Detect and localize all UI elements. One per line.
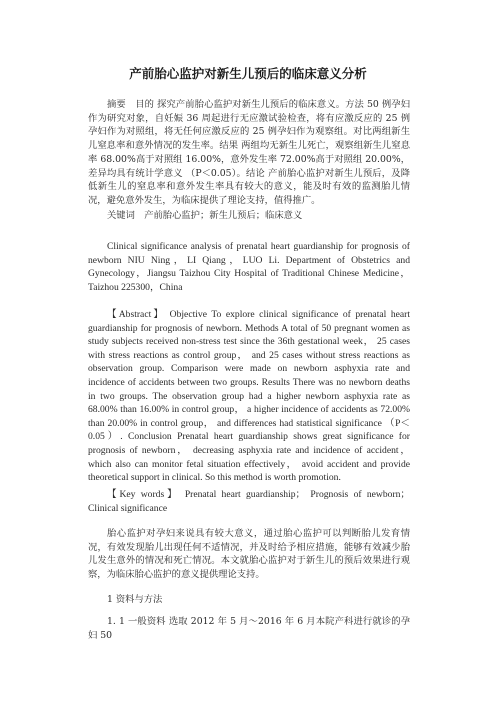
english-abstract: 【Abstract】 Objective To explore clinical significance of prenatal heart guardianship for prognosis of newborn. Methods A total of 50 pregnant women as study subjects received non-stress test since the 36th gestational week， 25 cases with stress reactions as control group， and 25 cases without stress reactions as observation group. Comparison were made on newborn asphyxia rate and incidence of accidents between two groups. Results There was no newborn deaths in two groups. The observation group had a higher newborn asphyxia rate as 68.00% than 16.00% in control group， a higher incidence of accidents as 72.00% than 20.00% in control group， and differences had statistical significance （P＜0.05）. Conclusion Prenatal heart guardianship shows great significance for prognosis of newborn， decreasing asphyxia rate and incidence of accident， which also can monitor fetal situation effectively， avoid accident and provide theoretical support in clinical. So this method is worth promotion. — [88, 309, 410, 484]
chinese-abstract: 摘要 目的 探究产前胎心监护对新生儿预后的临床意义。方法 50 例孕妇作为研究对象，自妊娠 36 周起进行无应激试验检查，将有应激反应的 25 例孕妇作为对照组，将无任何应激反应的 25 例孕妇作为观察组。对比两组新生儿窒息率和意外情况的发生率。结果 两组均无新生儿死亡，观察组新生儿窒息率 68.00%高于对照组 16.00%，意外发生率 72.00%高于对照组 20.00%，差异均具有统计学意义 （P＜0.05）。结论 产前胎心监护对新生儿预后，及降低新生儿的窒息率和意外发生率具有较大的意义，能及时有效的监测胎儿情况，避免意外发生，为临床提供了理论支持，值得推广。 — [88, 99, 410, 206]
paper-title: 产前胎心监护对新生儿预后的临床意义分析 — [129, 66, 367, 81]
english-keywords: 【Key words】 Prenatal heart guardianship； Prognosis of newborn； Clinical significance — [88, 489, 410, 514]
chinese-keywords: 关键词 产前胎心监护；新生儿预后；临床意义 — [107, 210, 303, 221]
subsection-text: 1. 1 一般资料 选取 2012 年 5 月～2016 年 6 月本院产科进行就诊的孕妇 50 — [88, 616, 410, 641]
section-heading: 1 资料与方法 — [107, 594, 163, 605]
introduction-paragraph: 胎心监护对孕妇来说具有较大意义，通过胎心监护可以判断胎儿发育情况，有效发现胎儿出现任何不适情况，并及时给予相应措施，能够有效减少胎儿发生意外的情况和死亡情况。本文就胎心监护对于新生儿的预后效果进行观察，为临床胎心监护的意义提供理论支持。 — [88, 528, 410, 581]
english-title-affiliation: Clinical significance analysis of prenatal heart guardianship for prognosis of newborn NIU Ning，LI Qiang，LUO Li. Department of Obstetrics and Gynecology，Jiangsu Taizhou City Hospital of Traditional Chinese Medicine，Taizhou 225300，China — [88, 241, 410, 293]
